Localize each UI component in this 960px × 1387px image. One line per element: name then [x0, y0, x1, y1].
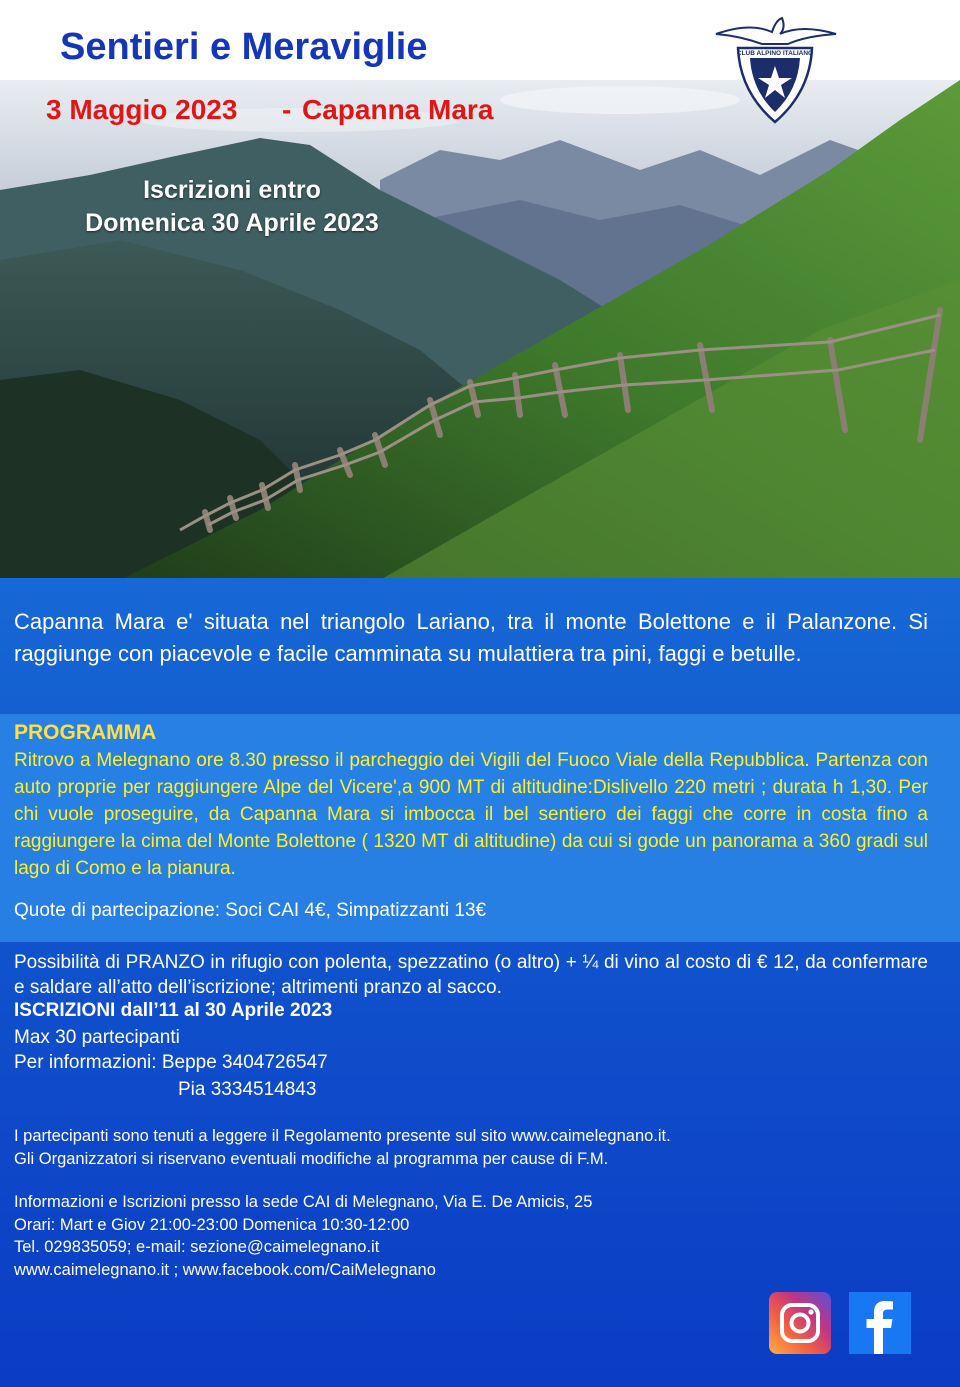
contact-info-1: Per informazioni: Beppe 3404726547 [14, 1052, 328, 1073]
program-title: PROGRAMMA [14, 721, 157, 744]
office-hours: Orari: Mart e Giov 21:00-23:00 Domenica 10:30-12:00 [14, 1216, 410, 1234]
fees-text: Quote di partecipazione: Soci CAI 4€, Simpatizzanti 13€ [14, 900, 487, 921]
facebook-icon[interactable] [849, 1292, 911, 1354]
page-title: Sentieri e Meraviglie [60, 26, 428, 68]
max-participants: Max 30 partecipanti [14, 1027, 180, 1048]
lunch-text: Possibilità di PRANZO in rifugio con polenta, spezzatino (o altro) + ¼ di vino al costo di € 12, da confermare e saldare all’atto dell’iscrizione; altrimenti pranzo al sacco. [14, 952, 928, 998]
event-date: 3 Maggio 2023 [46, 94, 238, 125]
event-place: Capanna Mara [302, 94, 494, 125]
contacts-line: Tel. 029835059; e-mail: sezione@caimelegnano.it [14, 1238, 380, 1256]
landscape-photo [0, 80, 960, 580]
deadline-line-2: Domenica 30 Aprile 2023 [85, 209, 379, 237]
intro-text: Capanna Mara e' situata nel triangolo Lariano, tra il monte Bolettone e il Palanzone. Si raggiunge con piacevole e facile camminata su mulattiera tra pini, faggi e betulle. [14, 609, 928, 666]
registration-dates: ISCRIZIONI dall’11 al 30 Aprile 2023 [14, 1000, 333, 1021]
cai-logo [710, 14, 840, 126]
deadline-line-1: Iscrizioni entro [143, 176, 321, 204]
cai-logo-text: CLUB ALPINO ITALIANO [736, 50, 814, 57]
rules-line-1: I partecipanti sono tenuti a leggere il Regolamento presente sul sito www.caimelegnano.it. [14, 1127, 671, 1145]
program-text: Ritrovo a Melegnano ore 8.30 presso il parcheggio dei Vigili del Fuoco Viale della Repubblica. Partenza con auto proprie per raggiungere Alpe del Vicere',a 900 MT di altitudine:Dislivello 220 metri ; durata h 1,30. Per chi vuole proseguire, da Capanna Mara si imbocca il bel sentiero dei faggi che corre in costa fino a raggiungere la cima del Monte Bolettone ( 1320 MT di altitudine) da cui si gode un panorama a 360 gradi sul lago di Como e la pianura. [14, 750, 928, 879]
event-separator: - [282, 94, 292, 125]
office-address: Informazioni e Iscrizioni presso la sede CAI di Melegnano, Via E. De Amicis, 25 [14, 1193, 593, 1211]
instagram-icon[interactable] [769, 1292, 831, 1354]
rules-line-2: Gli Organizzatori si riservano eventuali modifiche al programma per cause di F.M. [14, 1150, 609, 1168]
web-links[interactable]: www.caimelegnano.it ; www.facebook.com/CaiMelegnano [14, 1261, 436, 1279]
registration-deadline [62, 174, 402, 240]
contact-info-2: Pia 3334514843 [178, 1079, 317, 1100]
